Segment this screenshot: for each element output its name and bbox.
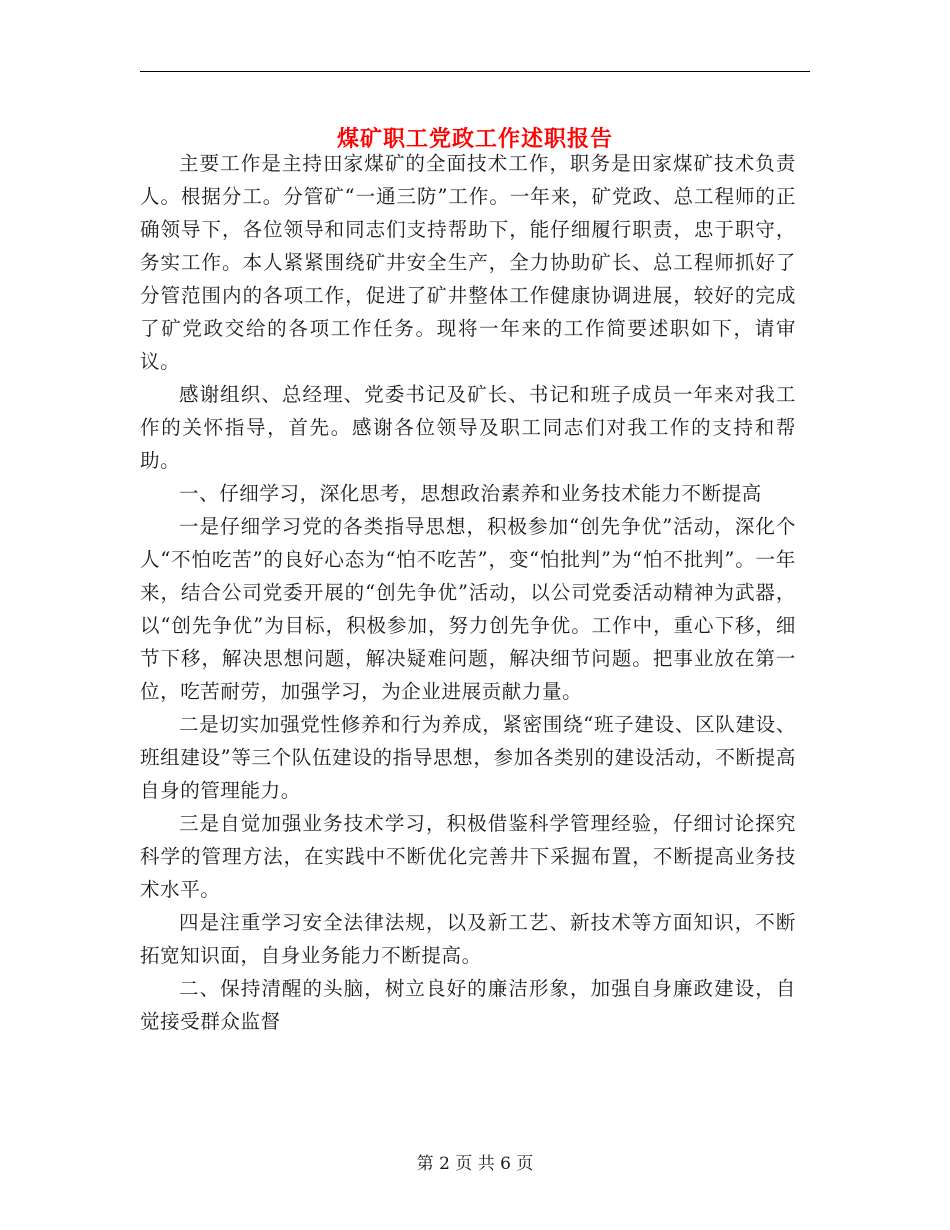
- paragraph-thanks: 感谢组织、总经理、党委书记及矿长、书记和班子成员一年来对我工作的关怀指导，首先。感谢各位领导及职工同志们对我工作的支持和帮助。: [140, 383, 796, 472]
- document-body: [140, 147, 796, 1038]
- paragraph-point-2: 二是切实加强党性修养和行为养成，紧密围绕“班子建设、区队建设、班组建设”等三个队伍建设的指导思想，参加各类别的建设活动，不断提高自身的管理能力。: [140, 713, 796, 802]
- paragraph-intro: 主要工作是主持田家煤矿的全面技术工作，职务是田家煤矿技术负责人。根据分工。分管矿“一通三防”工作。一年来，矿党政、总工程师的正确领导下，各位领导和同志们支持帮助下，能仔细履行职责，忠于职守，务实工作。本人紧紧围绕矿井安全生产，全力协助矿长、总工程师抓好了分管范围内的各项工作，促进了矿井整体工作健康协调进展，较好的完成了矿党政交给的各项工作任务。现将一年来的工作简要述职如下，请审议。: [140, 152, 796, 373]
- section-heading-2: 二、保持清醒的头脑，树立良好的廉洁形象，加强自身廉政建设，自觉接受群众监督: [140, 977, 796, 1033]
- document-title: 煤矿职工党政工作述职报告: [336, 125, 613, 152]
- paragraph-point-4: 四是注重学习安全法律法规，以及新工艺、新技术等方面知识，不断拓宽知识面，自身业务能力不断提高。: [140, 911, 796, 967]
- page-number: 第 2 页 共 6 页: [416, 1154, 534, 1174]
- paragraph-point-3: 三是自觉加强业务技术学习，积极借鉴科学管理经验，仔细讨论探究科学的管理方法，在实践中不断优化完善井下采掘布置，不断提高业务技术水平。: [140, 812, 796, 901]
- section-heading-1: 一、仔细学习，深化思考，思想政治素养和业务技术能力不断提高: [179, 482, 762, 505]
- header-rule: [140, 71, 810, 72]
- paragraph-point-1: 一是仔细学习党的各类指导思想，积极参加“创先争优”活动，深化个人“不怕吃苦”的良好心态为“怕不吃苦”，变“怕批判”为“怕不批判”。一年来，结合公司党委开展的“创先争优”活动，以公司党委活动精神为武器，以“创先争优”为目标，积极参加，努力创先争优。工作中，重心下移，细节下移，解决思想问题，解决疑难问题，解决细节问题。把事业放在第一位，吃苦耐劳，加强学习，为企业进展贡献力量。: [140, 515, 796, 703]
